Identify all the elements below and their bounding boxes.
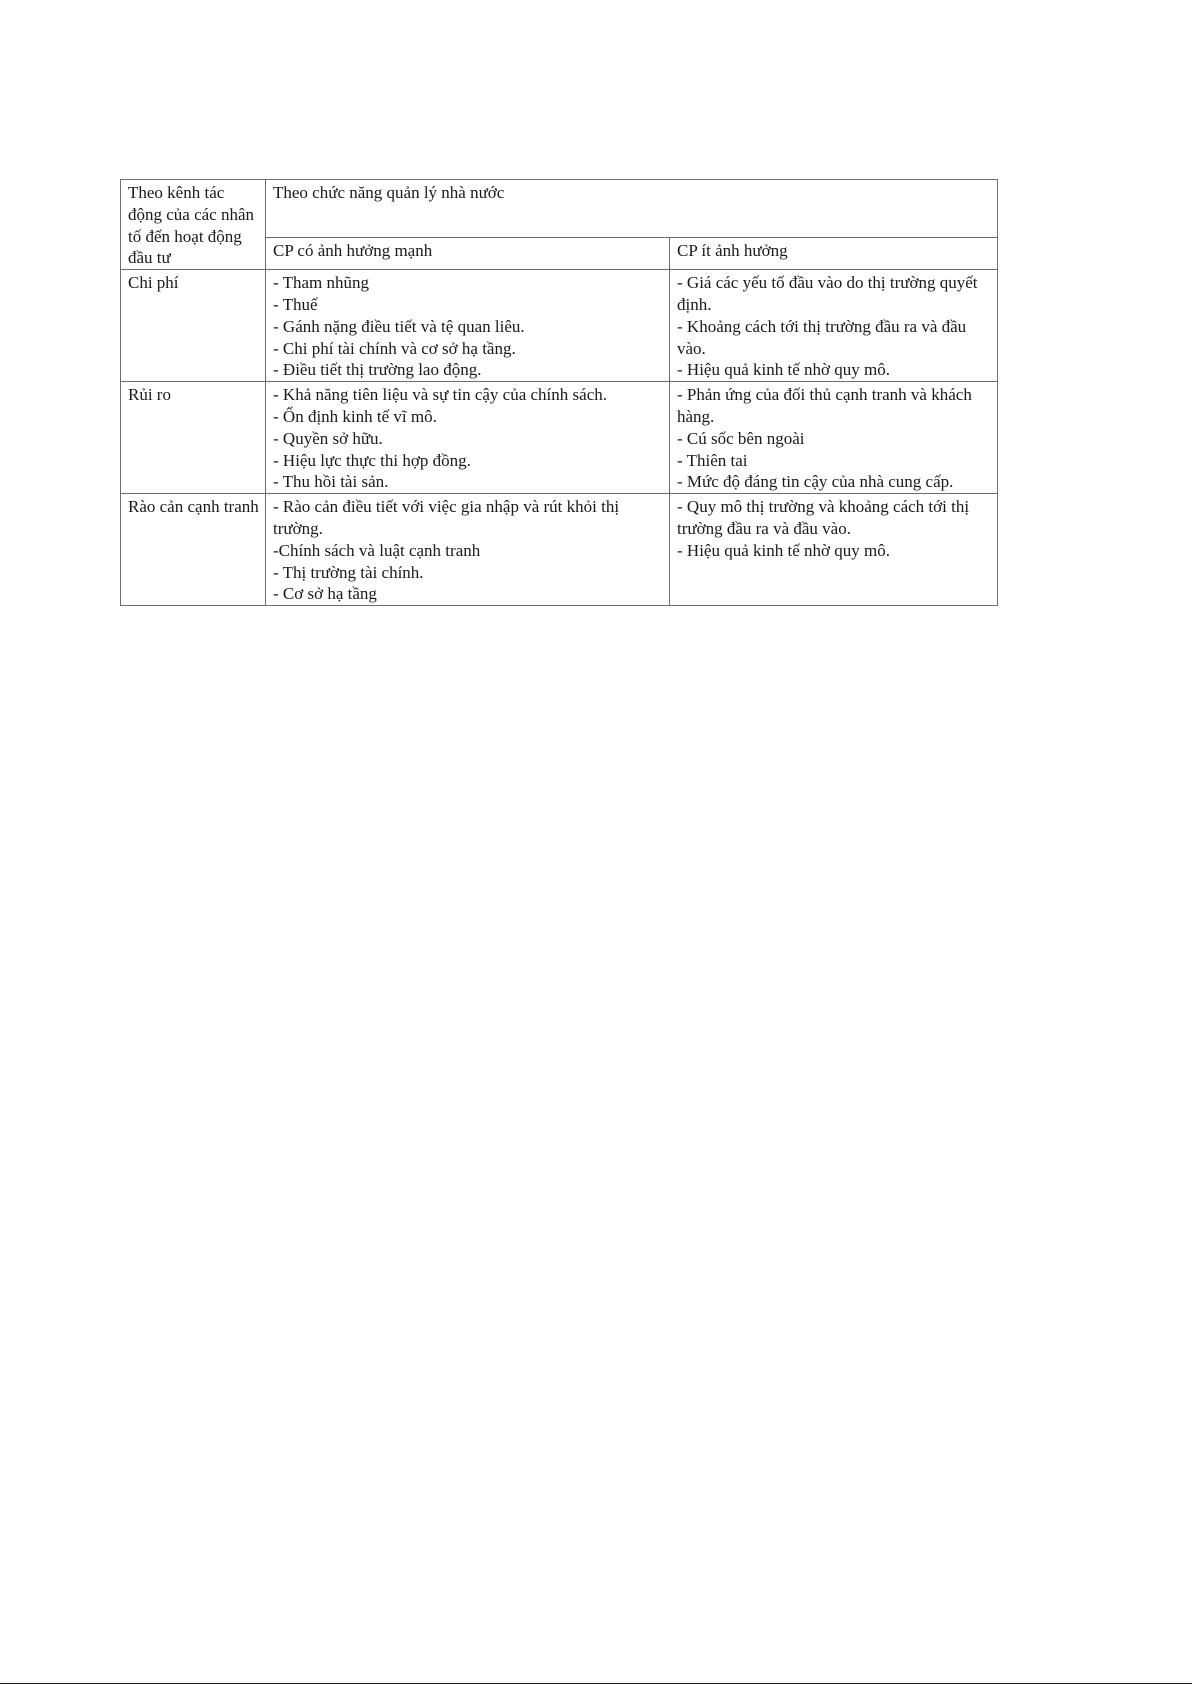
list-item: - Thị trường tài chính. <box>273 562 424 582</box>
list-item: - Hiệu quả kinh tế nhờ quy mô. <box>677 360 890 380</box>
table-row <box>121 382 998 494</box>
cell-strong-cost <box>266 270 670 382</box>
list-item: - Thiên tai <box>677 450 748 470</box>
list-item: - Hiệu lực thực thi hợp đồng. <box>273 450 471 470</box>
page-bottom-rule <box>0 1683 1192 1684</box>
list-item: -Chính sách và luật cạnh tranh <box>273 540 481 560</box>
row-label-cost: Chi phí <box>121 270 266 382</box>
row-header-label: Theo kênh tác động của các nhân tố đến hoạt động đầu tư <box>121 180 266 270</box>
list-item: - Mức độ đáng tin cậy của nhà cung cấp. <box>677 472 954 492</box>
cell-weak-risk <box>670 382 998 494</box>
row-label-barriers: Rào cản cạnh tranh <box>121 494 266 606</box>
list-item: - Điều tiết thị trường lao động. <box>273 360 482 380</box>
list-item: - Tham nhũng <box>273 273 370 293</box>
list-item: - Giá các yếu tố đầu vào do thị trường quyết định. <box>677 273 978 314</box>
list-item: - Khoảng cách tới thị trường đầu ra và đầu vào. <box>677 316 967 358</box>
col-weak-header: CP ít ảnh hưởng <box>670 238 998 270</box>
cell-strong-barriers <box>266 494 670 606</box>
document-table-container <box>120 179 997 606</box>
list-item: - Cơ sở hạ tầng <box>273 584 377 604</box>
list-item: - Quy mô thị trường và khoảng cách tới thị trường đầu ra và đầu vào. <box>677 497 970 538</box>
list-item: - Thuế <box>273 294 318 314</box>
list-item: - Thu hồi tài sản. <box>273 472 389 492</box>
cell-strong-risk <box>266 382 670 494</box>
list-item: - Phản ứng của đối thủ cạnh tranh và khách hàng. <box>677 385 972 426</box>
table-row <box>121 494 998 606</box>
cell-weak-cost <box>670 270 998 382</box>
list-item: - Chi phí tài chính và cơ sở hạ tầng. <box>273 338 516 358</box>
header-group-label: Theo chức năng quản lý nhà nước <box>266 180 998 238</box>
list-item: - Rào cản điều tiết với việc gia nhập và rút khỏi thị trường. <box>273 497 620 538</box>
row-label-risk: Rủi ro <box>121 382 266 494</box>
cell-weak-barriers <box>670 494 998 606</box>
list-item: - Cú sốc bên ngoài <box>677 428 805 448</box>
list-item: - Gánh nặng điều tiết và tệ quan liêu. <box>273 316 525 336</box>
table-row <box>121 270 998 382</box>
col-strong-header: CP có ảnh hưởng mạnh <box>266 238 670 270</box>
list-item: - Khả năng tiên liệu và sự tin cậy của chính sách. <box>273 385 607 405</box>
list-item: - Ổn định kinh tế vĩ mô. <box>273 406 437 426</box>
list-item: - Quyền sở hữu. <box>273 428 383 448</box>
header-row-group <box>121 180 998 238</box>
policy-factors-table <box>120 179 998 606</box>
list-item: - Hiệu quả kinh tế nhờ quy mô. <box>677 540 890 560</box>
